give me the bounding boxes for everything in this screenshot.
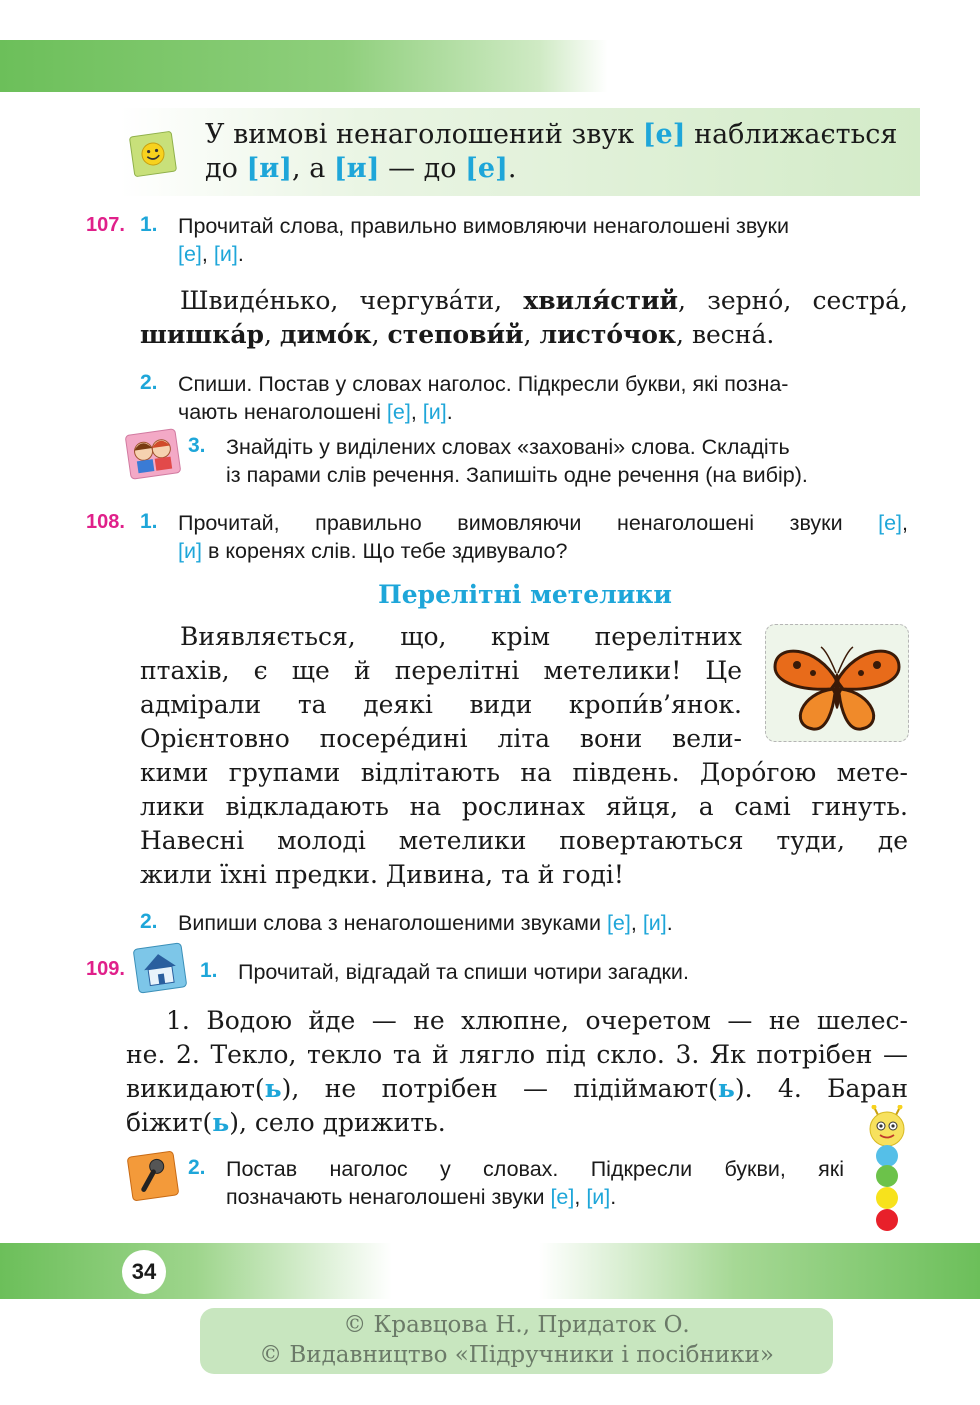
caterpillar-icon [864,1105,910,1235]
task-109-2-text: Постав наголос у словах. Підкресли букви, які позначають ненаголошені звуки [е], [и]. [226,1157,844,1209]
task-number: 1. [140,510,158,533]
butterfly-icon [766,625,908,741]
exercise-number-107: 107. [86,214,125,236]
task-number: 1. [140,213,158,236]
text-paragraph-top: Виявляється, що, крім перелітних птахів, є ще й перелітні метелики! Це адмірали та деякі види кропи́в’янок. Орієнтовно посере́дині літа вони вели- [140,622,742,753]
rule-text: У вимові ненаголошений звук [е] наближається до [и], а [и] — до [е]. [205,119,898,184]
word-list-107: Швиде́нько, чергува́ти, хвиля́стий, зерно́, сестра́, шишка́р, димо́к, степови́й, листо́чок, весна́. [140,286,908,349]
butterfly-picture [765,624,909,742]
task-number: 2. [140,910,158,933]
riddles-text: 1. Водою йде — не хлюпне, очеретом — не шелес- не. 2. Текло, текло та й лягло під скло. 3. Як потрібен — викидают(ь), не потрібен — підіймают(ь). 4. Баран біжит(ь), село дрижить. [126,1006,909,1137]
task-107-3-text: Знайдіть у виділених словах «заховані» слова. Складіть із парами слів речення. Запишіть одне речення (на вибір). [226,435,808,487]
text-paragraph-bottom: кими групами відлітають на південь. Доро́гою мете- лики відкладають на рослинах яйця, а самі гинуть. Навесні молоді метелики повертаються туди, де жили їхні предки. Дивина, та й годі! [140,758,908,889]
house-icon [132,942,188,994]
caterpillar-head [866,1105,908,1149]
copyright-publisher: © Видавництво «Підручники і посібники» [259,1342,774,1368]
task-number: 2. [140,371,158,394]
copyright-box [200,1308,833,1374]
exercise-number-109: 109. [86,958,125,980]
task-number: 1. [200,959,218,982]
task-number: 3. [188,434,206,457]
task-108-2-text: Випиши слова з ненаголошеними звуками [е], [и]. [178,911,673,935]
task-109-1-text: Прочитай, відгадай та спиши чотири загадки. [238,960,689,984]
task-number: 2. [188,1156,206,1179]
task-108-1-text: Прочитай, правильно вимовляючи ненаголошені звуки [е], [и] в коренях слів. Що тебе здивувало? [178,511,908,563]
top-header-band [0,40,980,92]
smiley-note-icon [128,128,178,180]
copyright-authors: © Кравцова Н., Придаток О. [343,1312,690,1338]
task-107-1-text: Прочитай слова, правильно вимовляючи ненаголошені звуки [е], [и]. [178,214,789,266]
page-number: 34 [122,1250,166,1294]
text-title: Перелітні метелики [378,580,672,609]
task-107-2-text: Спиши. Постав у словах наголос. Підкресли букви, які позна- чають ненаголошені [е], [и]. [178,372,789,424]
children-pair-icon [124,428,182,480]
microphone-icon [126,1150,180,1202]
exercise-number-108: 108. [86,511,125,533]
